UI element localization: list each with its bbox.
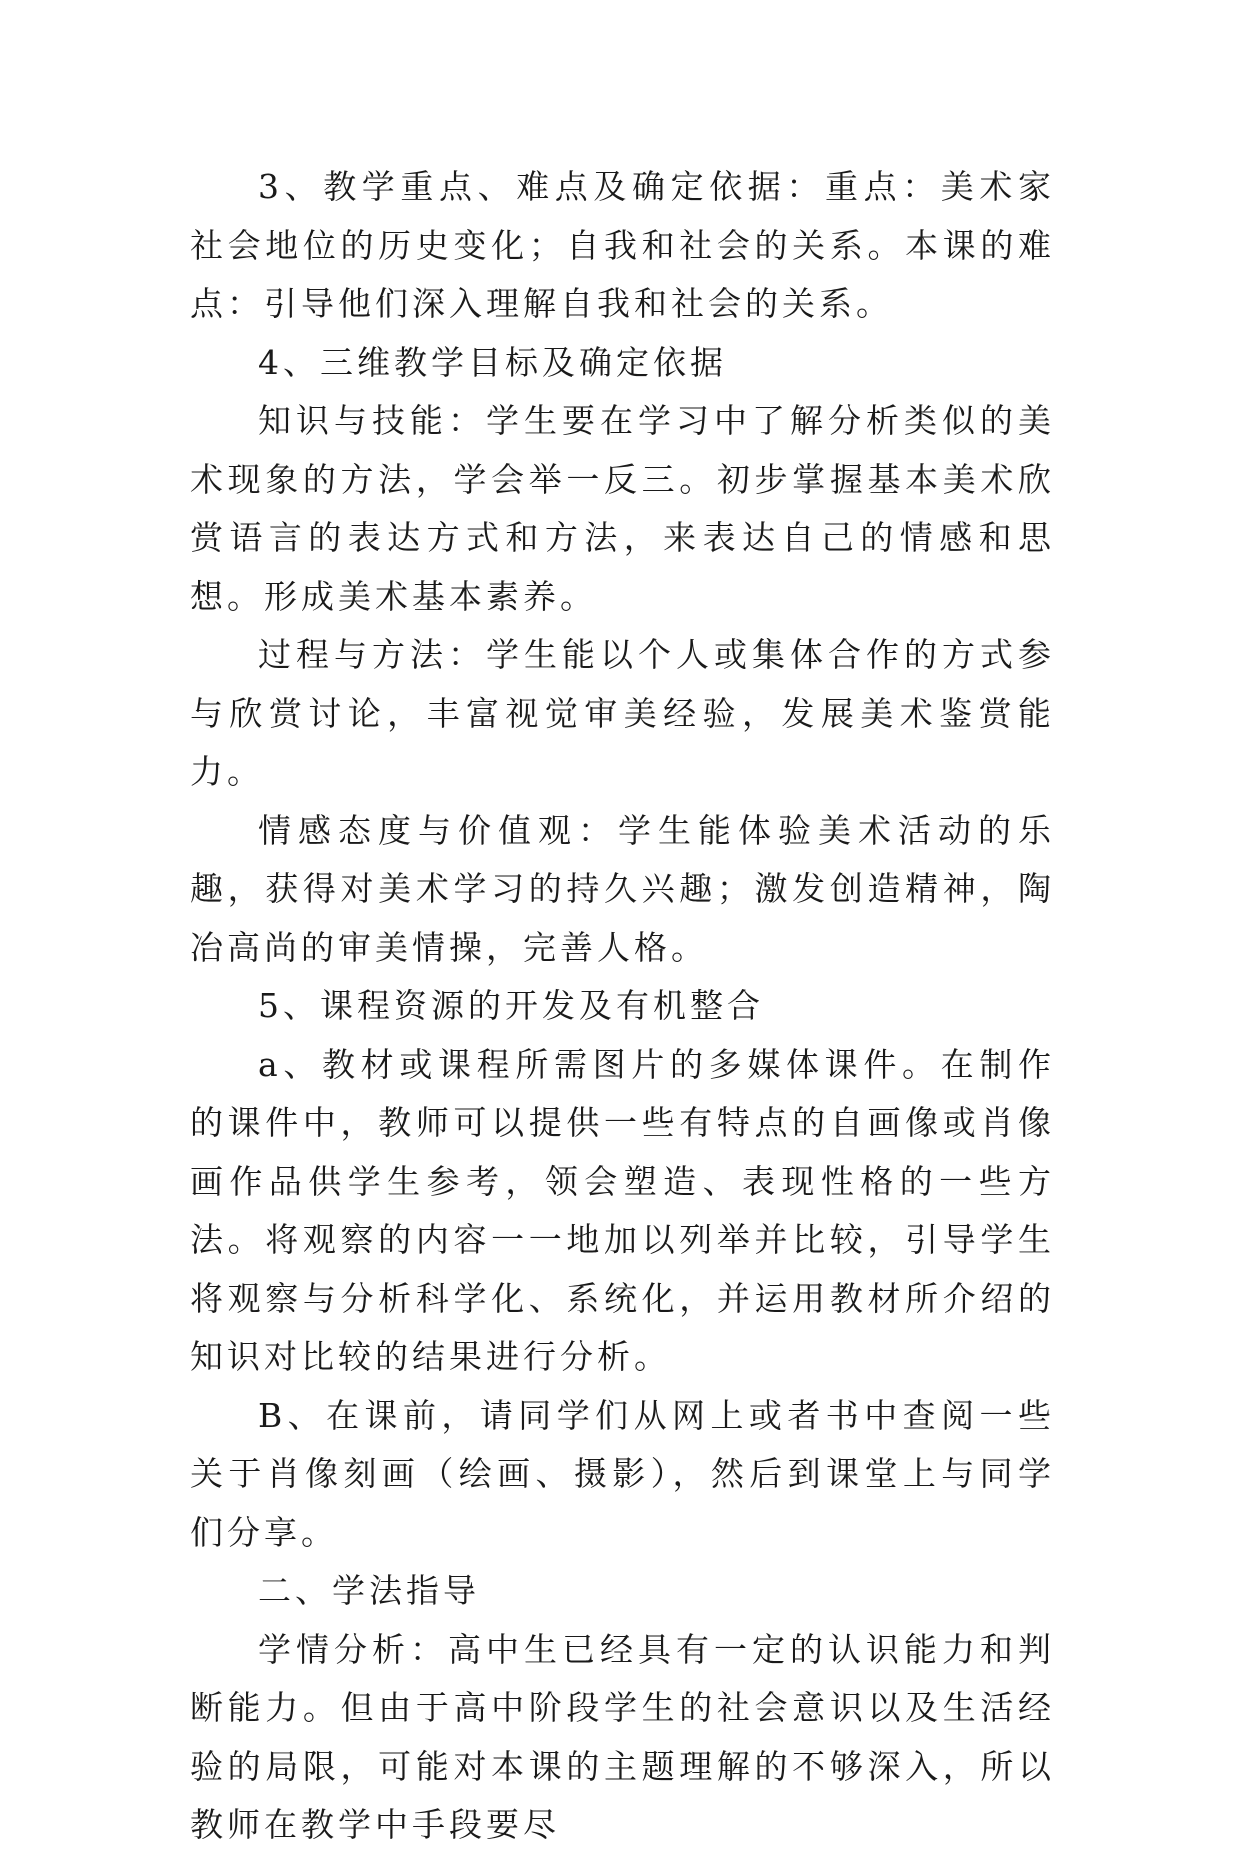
paragraph-resources-heading: 5、课程资源的开发及有机整合 bbox=[258, 986, 764, 1025]
paragraph-objectives-heading: 4、三维教学目标及确定依据 bbox=[258, 342, 727, 382]
paragraph-learner-analysis: 学情分析：高中生已经具有一定的认识能力和判断能力。但由于高中阶段学生的社会意识以及生活经验的局限，可能对本课的主题理解的不够深入，所以教师在教学中手段要尽 bbox=[190, 1629, 1055, 1844]
paragraph-study-guide-heading: 二、学法指导 bbox=[258, 1571, 480, 1610]
paragraph-process-methods: 过程与方法：学生能以个人或集体合作的方式参与欣赏讨论，丰富视觉审美经验，发展美术鉴赏能力。 bbox=[190, 635, 1055, 791]
document-body bbox=[190, 158, 1055, 1855]
paragraph-attitude-values: 情感态度与价值观：学生能体验美术活动的乐趣，获得对美术学习的持久兴趣；激发创造精神，陶冶高尚的审美情操，完善人格。 bbox=[190, 810, 1055, 967]
paragraph-resource-a: a、教材或课程所需图片的多媒体课件。在制作的课件中，教师可以提供一些有特点的自画像或肖像画作品供学生参考，领会塑造、表现性格的一些方法。将观察的内容一一地加以列举并比较，引导学生将观察与分析科学化、系统化，并运用教材所介绍的知识对比较的结果进行分析。 bbox=[190, 1044, 1055, 1376]
paragraph-knowledge-skills: 知识与技能：学生要在学习中了解分析类似的美术现象的方法，学会举一反三。初步掌握基本美术欣赏语言的表达方式和方法，来表达自己的情感和思想。形成美术基本素养。 bbox=[190, 401, 1055, 616]
paragraph-key-points: 3、教学重点、难点及确定依据：重点：美术家社会地位的历史变化；自我和社会的关系。本课的难点：引导他们深入理解自我和社会的关系。 bbox=[190, 167, 1055, 323]
paragraph-resource-b: B、在课前，请同学们从网上或者书中查阅一些关于肖像刻画（绘画、摄影），然后到课堂上与同学们分享。 bbox=[190, 1395, 1055, 1552]
